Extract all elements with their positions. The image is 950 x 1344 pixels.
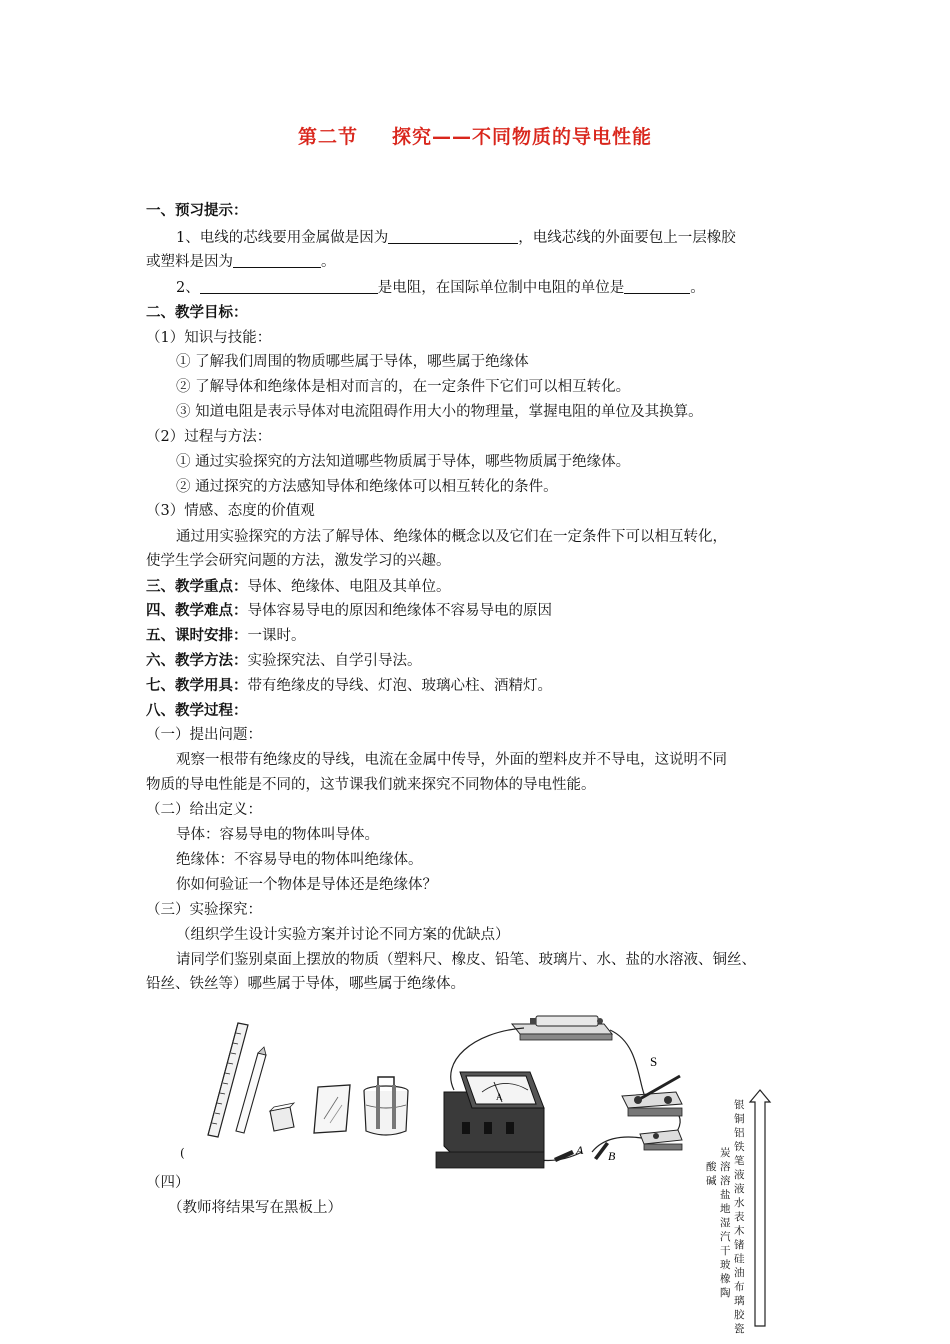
scale-item: 油 bbox=[734, 1267, 745, 1279]
definition-insulator: 绝缘体：不容易导电的物体叫绝缘体。 bbox=[176, 852, 423, 868]
method-value: 实验探究法、自学引导法。 bbox=[247, 653, 422, 669]
schedule-value: 一课时。 bbox=[247, 628, 306, 644]
scale-item: 布 bbox=[734, 1281, 745, 1293]
knowledge-item-2: ② 了解导体和绝缘体是相对而言的，在一定条件下它们可以相互转化。 bbox=[176, 379, 631, 395]
step-1-text-2: 物质的导电性能是不同的，这节课我们就来探究不同物体的导电性能。 bbox=[146, 777, 596, 793]
scale-column-3 bbox=[706, 1160, 717, 1188]
heading-objectives: 二、教学目标： bbox=[146, 305, 248, 321]
step-4-title: （四） bbox=[146, 1175, 190, 1191]
emotion-title: （3）情感、态度的价值观 bbox=[146, 503, 315, 519]
scale-item: 胶 bbox=[734, 1309, 745, 1321]
scale-item: 橡 bbox=[720, 1273, 731, 1285]
scale-column-2 bbox=[720, 1146, 731, 1300]
scale-item: 溶 bbox=[720, 1175, 731, 1187]
materials-illustration bbox=[200, 1015, 440, 1160]
lamp-board-icon bbox=[640, 1130, 682, 1150]
title-topic: 探究——不同物质的导电性能 bbox=[392, 126, 653, 148]
question-2-line bbox=[176, 278, 705, 298]
page-title bbox=[0, 122, 950, 149]
blank-q2-resistance[interactable] bbox=[200, 279, 378, 294]
circuit-illustration bbox=[432, 1012, 690, 1180]
probe-a-label: A bbox=[576, 1143, 584, 1157]
step-3-title: （三）实验探究： bbox=[146, 902, 262, 918]
scale-item: 瓷 bbox=[734, 1323, 745, 1335]
scale-item: 水 bbox=[734, 1197, 745, 1209]
scale-item: 铁 bbox=[734, 1141, 745, 1153]
scale-item: 炭 bbox=[720, 1147, 731, 1159]
scale-item: 盐 bbox=[720, 1189, 731, 1201]
key-points-value: 导体、绝缘体、电阻及其单位。 bbox=[247, 579, 451, 595]
step-2-title: （二）给出定义： bbox=[146, 802, 262, 818]
heading-difficulty: 四、教学难点：导体容易导电的原因和绝缘体不容易导电的原因 bbox=[146, 603, 552, 619]
scale-item: 木 bbox=[734, 1225, 745, 1237]
pencil-icon bbox=[236, 1047, 266, 1133]
scale-item: 铝 bbox=[734, 1127, 745, 1139]
switch-icon bbox=[622, 1076, 682, 1116]
process-item-1: ① 通过实验探究的方法知道哪些物质属于导体，哪些物质属于绝缘体。 bbox=[176, 454, 631, 470]
title-section: 第二节 bbox=[297, 126, 358, 148]
probe-b-icon bbox=[594, 1142, 609, 1160]
heading-preview: 一、预习提示： bbox=[146, 203, 248, 219]
glass-plate-icon bbox=[314, 1085, 350, 1133]
heading-process: 八、教学过程： bbox=[146, 703, 248, 719]
q2-text-b: 是电阻，在国际单位制中电阻的单位是 bbox=[377, 280, 625, 296]
verification-question: 你如何验证一个物体是导体还是绝缘体？ bbox=[176, 877, 437, 893]
tools-value: 带有绝缘皮的导线、灯泡、玻璃心柱、酒精灯。 bbox=[247, 678, 552, 694]
scale-item: 银 bbox=[734, 1099, 745, 1111]
scale-item: 液 bbox=[734, 1169, 745, 1181]
probe-b-label: B bbox=[608, 1149, 616, 1163]
difficulty-value: 导体容易导电的原因和绝缘体不容易导电的原因 bbox=[247, 603, 552, 619]
q1-text-d: 。 bbox=[321, 254, 336, 270]
step-1-text-1: 观察一根带有绝缘皮的导线，电流在金属中传导，外面的塑料皮并不导电，这说明不同 bbox=[176, 752, 727, 768]
question-1-cont bbox=[146, 252, 336, 272]
scale-item: 碱 bbox=[706, 1175, 717, 1187]
process-title: （2）过程与方法： bbox=[146, 429, 272, 445]
scale-item: 表 bbox=[734, 1211, 745, 1223]
scale-arrow-icon bbox=[748, 1088, 772, 1328]
q2-text-c: 。 bbox=[690, 280, 705, 296]
conductivity-scale bbox=[700, 1088, 775, 1335]
heading-key-points: 三、教学重点：导体、绝缘体、电阻及其单位。 bbox=[146, 579, 451, 595]
eraser-icon bbox=[270, 1103, 294, 1131]
question-1-line bbox=[176, 228, 736, 248]
step-1-title: （一）提出问题： bbox=[146, 727, 262, 743]
scale-column-1 bbox=[734, 1098, 745, 1336]
step-3-text-1: 请同学们鉴别桌面上摆放的物质（塑料尺、橡皮、铅笔、玻璃片、水、盐的水溶液、铜丝、 bbox=[176, 952, 756, 968]
scale-item: 锗 bbox=[734, 1239, 745, 1251]
scale-item: 液 bbox=[734, 1183, 745, 1195]
ammeter-dial-label: A bbox=[496, 1092, 503, 1102]
scale-item: 湿 bbox=[720, 1217, 731, 1229]
scale-item: 璃 bbox=[734, 1295, 745, 1307]
process-item-2: ② 通过探究的方法感知导体和绝缘体可以相互转化的条件。 bbox=[176, 479, 558, 495]
q1-text-a: 1、电线的芯线要用金属做是因为 bbox=[176, 230, 389, 246]
battery-icon bbox=[512, 1016, 612, 1040]
switch-label: S bbox=[650, 1054, 658, 1069]
heading-schedule: 五、课时安排：一课时。 bbox=[146, 628, 306, 644]
heading-tools: 七、教学用具：带有绝缘皮的导线、灯泡、玻璃心柱、酒精灯。 bbox=[146, 678, 552, 694]
q1-text-c: 或塑料是因为 bbox=[146, 254, 233, 270]
blank-q1-reason[interactable] bbox=[388, 229, 518, 244]
scale-item: 笔 bbox=[734, 1155, 745, 1167]
step-4-note: （教师将结果写在黑板上） bbox=[168, 1200, 342, 1216]
scale-item: 汽 bbox=[720, 1231, 731, 1243]
knowledge-title: （1）知识与技能： bbox=[146, 330, 272, 346]
blank-q1-insulation[interactable] bbox=[233, 253, 321, 268]
scale-item: 陶 bbox=[720, 1287, 731, 1299]
beaker-icon bbox=[364, 1077, 408, 1135]
scale-item: 干 bbox=[720, 1245, 731, 1257]
step-3-note: （组织学生设计实验方案并讨论不同方案的优缺点） bbox=[176, 927, 510, 943]
scale-item: 铜 bbox=[734, 1113, 745, 1125]
definition-conductor: 导体：容易导电的物体叫导体。 bbox=[176, 827, 379, 843]
blank-q2-unit[interactable] bbox=[624, 279, 690, 294]
emotion-text-2: 使学生学会研究问题的方法，激发学习的兴趣。 bbox=[146, 553, 451, 569]
scale-item: 溶 bbox=[720, 1161, 731, 1173]
knowledge-item-3: ③ 知道电阻是表示导体对电流阻碍作用大小的物理量，掌握电阻的单位及其换算。 bbox=[176, 404, 703, 420]
scale-item: 玻 bbox=[720, 1259, 731, 1271]
q2-text-a: 2、 bbox=[176, 280, 200, 296]
stray-paren: ( bbox=[180, 1146, 185, 1160]
knowledge-item-1: ① 了解我们周围的物质哪些属于导体，哪些属于绝缘体 bbox=[176, 354, 529, 370]
emotion-text-1: 通过用实验探究的方法了解导体、绝缘体的概念以及它们在一定条件下可以相互转化， bbox=[176, 529, 727, 545]
step-3-text-2: 铅丝、铁丝等）哪些属于导体，哪些属于绝缘体。 bbox=[146, 976, 465, 992]
heading-method: 六、教学方法：实验探究法、自学引导法。 bbox=[146, 653, 422, 669]
q1-text-b: ，电线芯线的外面要包上一层橡胶 bbox=[518, 230, 736, 246]
scale-item: 地 bbox=[720, 1203, 731, 1215]
scale-item: 酸 bbox=[706, 1161, 717, 1173]
scale-item: 硅 bbox=[734, 1253, 745, 1265]
